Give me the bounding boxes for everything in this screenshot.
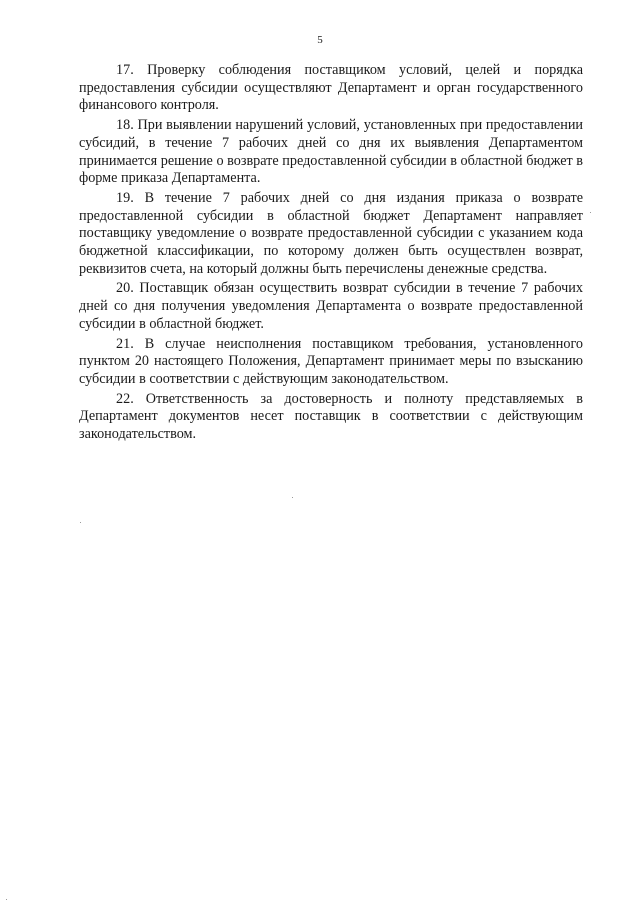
paragraph-21: 21. В случае неисполнения поставщиком требования, установленного пунктом 20 настоящего Положения, Департамент принимает меры по взысканию субсидии в соответствии с действующим законодательством.: [79, 335, 583, 387]
paragraph-18: 18. При выявлении нарушений условий, установленных при предоставлении субсидий, в течение 7 рабочих дней со дня их выявления Департаментом принимается решение о возврате предоставленной субсидии в областной бюджет в форме приказа Департамента.: [79, 117, 583, 187]
scan-speck: [6, 899, 7, 900]
scan-speck: [80, 522, 81, 523]
scan-speck: [590, 212, 591, 213]
paragraph-17: 17. Проверку соблюдения поставщиком условий, целей и порядка предоставления субсидии осуществляют Департамент и орган государственного финансового контроля.: [79, 62, 583, 114]
scan-speck: [292, 497, 293, 498]
document-body: [79, 62, 583, 444]
page-number: 5: [317, 34, 323, 46]
paragraph-19: 19. В течение 7 рабочих дней со дня издания приказа о возврате предоставленной субсидии в областной бюджет Департамент направляет поставщику уведомление о возврате предоставленной субсидии с указанием кода бюджетной классификации, по которому должен быть осуществлен возврат, реквизитов счета, на который должны быть перечислены денежные средства.: [79, 189, 583, 277]
paragraph-20: 20. Поставщик обязан осуществить возврат субсидии в течение 7 рабочих дней со дня получения уведомления Департамента о возврате предоставленной субсидии в областной бюджет.: [79, 280, 583, 332]
paragraph-22: 22. Ответственность за достоверность и полноту представляемых в Департамент документов несет поставщик в соответствии с действующим законодательством.: [79, 390, 583, 443]
